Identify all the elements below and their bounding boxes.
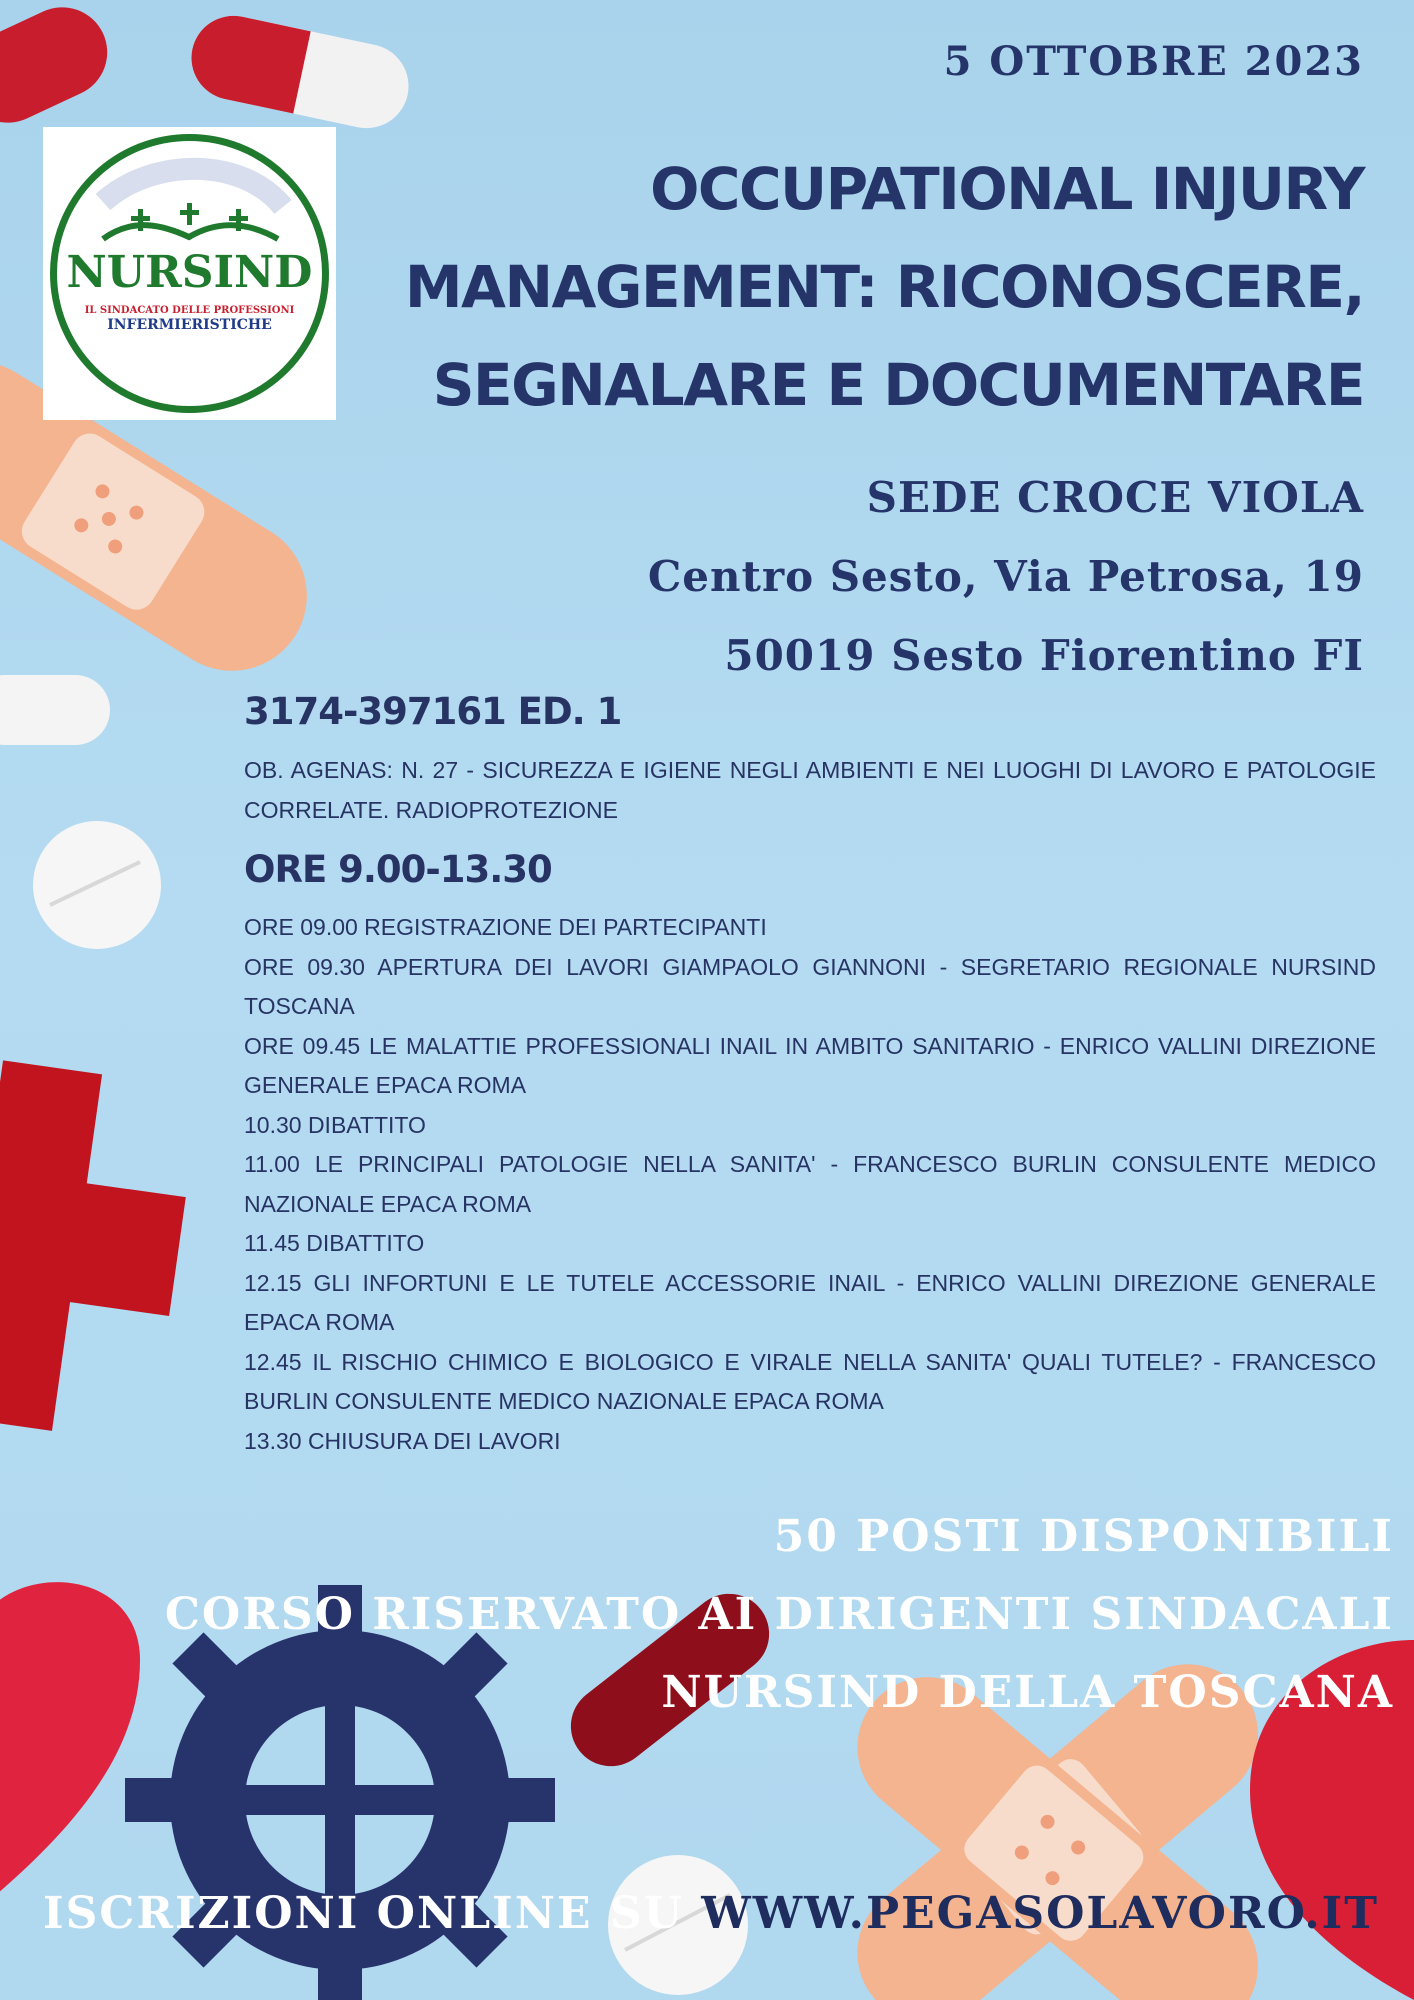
program-item: ORE 09.30 APERTURA DEI LAVORI GIAMPAOLO GIANNONI - SEGRETARIO REGIONALE NURSIND TOSCANA xyxy=(244,953,1376,1019)
program-item: 11.00 LE PRINCIPALI PATOLOGIE NELLA SANITA' - FRANCESCO BURLIN CONSULENTE MEDICO NAZIONALE EPACA ROMA xyxy=(244,1151,1376,1217)
availability-block xyxy=(165,1498,1394,1732)
pill-icon xyxy=(33,821,161,949)
venue-address: Centro Sesto, Via Petrosa, 19 xyxy=(647,552,1364,601)
logo-wordmark: NURSIND xyxy=(66,247,313,298)
program-item: 13.30 CHIUSURA DEI LAVORI xyxy=(244,1427,561,1454)
nursind-logo-graphic xyxy=(43,127,336,420)
program-list xyxy=(244,908,1376,1461)
audience-line: NURSIND DELLA TOSCANA xyxy=(661,1667,1394,1718)
registration-link[interactable]: WWW.PEGASOLAVORO.IT xyxy=(701,1888,1379,1939)
event-date: 5 OTTOBRE 2023 xyxy=(943,38,1364,85)
program-item: ORE 09.00 REGISTRAZIONE DEI PARTECIPANTI xyxy=(244,914,767,940)
venue-block xyxy=(648,458,1364,695)
logo-tagline: INFERMIERISTICHE xyxy=(107,317,272,333)
course-code: 3174-397161 ED. 1 xyxy=(244,690,622,733)
title-line: MANAGEMENT: RICONOSCERE, xyxy=(404,253,1364,321)
program-item: 12.15 GLI INFORTUNI E LE TUTELE ACCESSORIE INAIL - ENRICO VALLINI DIREZIONE GENERALE EPACA ROMA xyxy=(244,1269,1376,1335)
seats-available: 50 POSTI DISPONIBILI xyxy=(773,1511,1394,1562)
cross-icon xyxy=(0,1047,201,1445)
capsule-icon xyxy=(0,675,110,745)
time-heading: ORE 9.00-13.30 xyxy=(244,848,552,891)
program-item: 10.30 DIBATTITO xyxy=(244,1111,426,1138)
registration-text: ISCRIZIONI ONLINE SU xyxy=(43,1888,702,1939)
audience-line: CORSO RISERVATO AI DIRIGENTI SINDACALI xyxy=(164,1589,1394,1640)
registration-footer xyxy=(43,1888,1379,1939)
program-item: ORE 09.45 LE MALATTIE PROFESSIONALI INAIL IN AMBITO SANITARIO - ENRICO VALLINI DIREZIONE GENERALE EPACA ROMA xyxy=(244,1032,1376,1098)
nursind-logo xyxy=(43,127,336,420)
program-item: 11.45 DIBATTITO xyxy=(244,1230,425,1256)
venue-city: 50019 Sesto Fiorentino FI xyxy=(724,631,1364,680)
title-line: SEGNALARE E DOCUMENTARE xyxy=(432,351,1364,419)
program-item: 12.45 IL RISCHIO CHIMICO E BIOLOGICO E VIRALE NELLA SANITA' QUALI TUTELE? - FRANCESCO BURLIN CONSULENTE MEDICO NAZIONALE EPACA ROMA xyxy=(244,1348,1376,1414)
course-objective: OB. AGENAS: N. 27 - SICUREZZA E IGIENE NEGLI AMBIENTI E NEI LUOGHI DI LAVORO E PATOLOGIE CORRELATE. RADIOPROTEZIONE xyxy=(244,757,1376,823)
heart-icon xyxy=(0,1582,140,1900)
venue-name: SEDE CROCE VIOLA xyxy=(866,473,1364,522)
logo-tagline: IL SINDACATO DELLE PROFESSIONI xyxy=(84,305,295,316)
capsule-icon xyxy=(184,8,417,136)
title-line: OCCUPATIONAL INJURY xyxy=(650,155,1364,223)
capsule-icon xyxy=(0,0,122,137)
event-title xyxy=(364,140,1364,434)
